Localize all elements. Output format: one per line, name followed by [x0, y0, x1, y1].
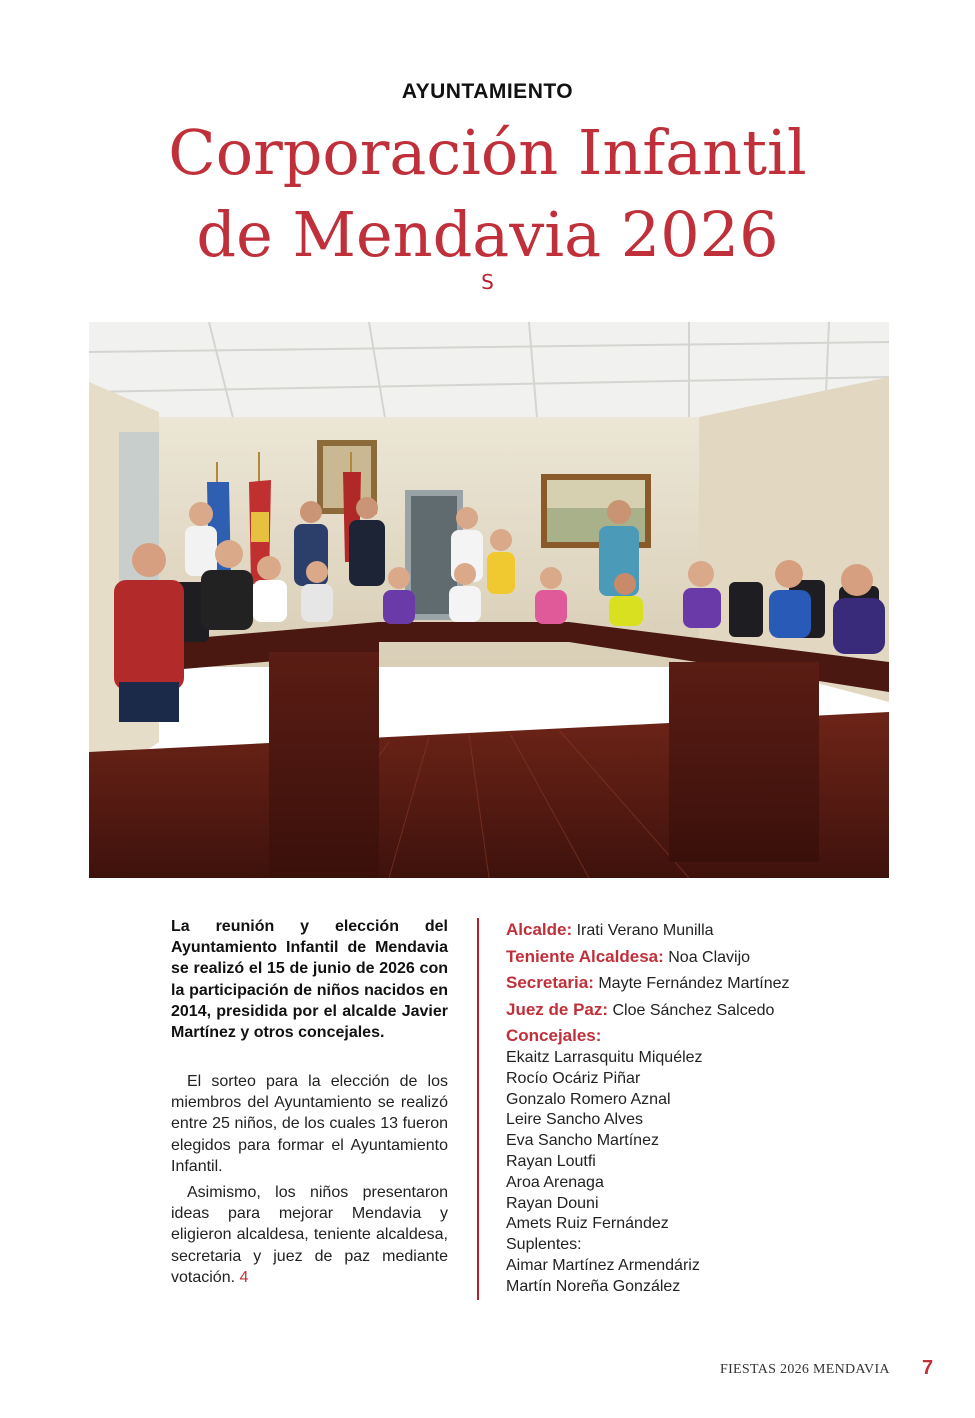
column-divider: [477, 918, 479, 1300]
list-item: Leire Sancho Alves: [506, 1111, 643, 1129]
body-paragraph-2: [171, 1182, 448, 1288]
group-photo: [89, 322, 889, 878]
role-label: Teniente Alcaldesa:: [506, 946, 664, 966]
role-label: Secretaria:: [506, 973, 594, 992]
title-line-2: de Mendavia 2026: [196, 198, 779, 271]
footer-publication: FIESTAS 2026 MENDAVIA: [720, 1362, 890, 1377]
role-label: Juez de Paz:: [506, 999, 609, 1019]
article-title: [0, 112, 975, 276]
list-item: Aimar Martínez Armendáriz: [506, 1256, 700, 1274]
list-item: Amets Ruiz Fernández: [506, 1215, 669, 1233]
role-name: Cloe Sánchez Salcedo: [612, 1001, 775, 1019]
list-item: Ekaitz Larrasquitu Miquélez: [506, 1049, 703, 1066]
role-juez-de-paz: [506, 997, 846, 1024]
role-alcalde: [506, 917, 846, 944]
page-number: 7: [922, 1357, 934, 1379]
list-item: Aroa Arenaga: [506, 1173, 604, 1191]
list-item: Gonzalo Romero Aznal: [506, 1090, 671, 1108]
body-paragraph-2-text: Asimismo, los niños presentaron ideas para mejorar Mendavia y eligieron alcaldesa, teniente alcaldesa, secretaria y juez de paz mediante votación.: [171, 1184, 448, 1286]
body-paragraph-1: El sorteo para la elección de los miembros del Ayuntamiento se realizó entre 25 niños, de los cuales 13 fueron elegidos para formar el Ayuntamiento Infantil.: [171, 1073, 448, 1175]
list-item: Rayan Loutfi: [506, 1152, 596, 1170]
role-name: Mayte Fernández Martínez: [598, 975, 790, 992]
list-item: Martín Noreña González: [506, 1277, 681, 1295]
role-secretaria: [506, 970, 846, 997]
section-heading: AYUNTAMIENTO: [401, 80, 574, 103]
title-line-1: Corporación Infantil: [168, 116, 807, 189]
concejales-heading: Concejales:: [506, 1026, 602, 1045]
corporation-roles: [506, 917, 846, 1298]
suplentes-label: Suplentes:: [506, 1236, 582, 1254]
role-name: Noa Clavijo: [668, 948, 751, 966]
list-item: Rocío Ocáriz Piñar: [506, 1069, 641, 1087]
role-name: Irati Verano Munilla: [576, 922, 714, 939]
list-item: Rayan Douni: [506, 1194, 599, 1212]
list-item: Eva Sancho Martínez: [506, 1132, 659, 1150]
end-mark: 4: [239, 1268, 249, 1286]
ornament-glyph: S: [481, 270, 494, 294]
role-label: Alcalde:: [506, 920, 573, 939]
lead-paragraph: La reunión y elección del Ayuntamiento Infantil de Mendavia se realizó el 15 de junio de 2026 con la participación de niños nacidos en 2014, presidida por el alcalde Javier Martínez y otros concejales.: [171, 918, 448, 1042]
role-teniente-alcaldesa: [506, 944, 846, 971]
